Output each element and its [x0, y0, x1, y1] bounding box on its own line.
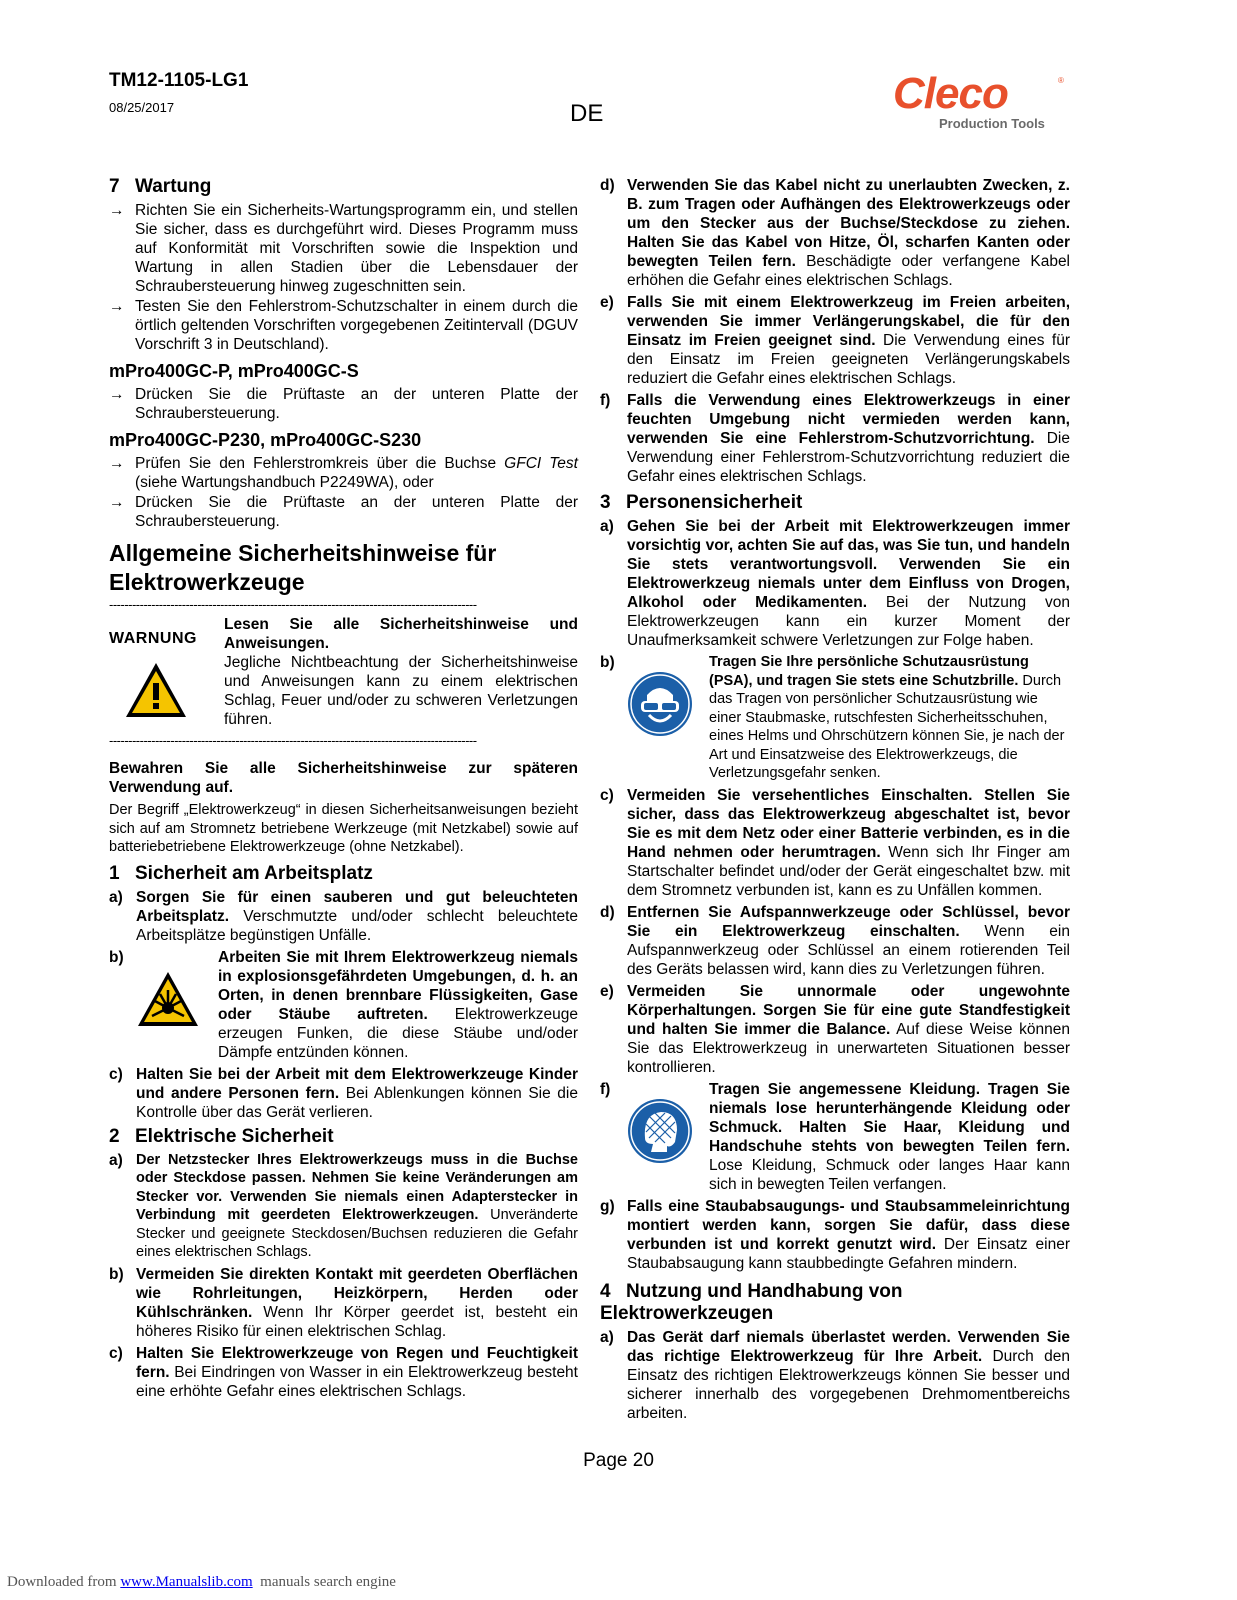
item-text — [627, 1197, 1070, 1273]
item-body: Beschädigte oder verfangene Kabel erhöhen die Gefahr eines elektrischen Schlags. — [627, 253, 1071, 289]
list-item — [600, 1197, 1070, 1273]
bullet-text: Richten Sie ein Sicherheits-Wartungsprogramm ein, und stellen Sie sicher, dass es durchgeführt wird. Dieses Programm muss auf Konformität mit Vorschriften sowie die Inspektion und Wartung in allen Stadien über die Lebensdauer der Schraubersteuerung hinweg zugeschnitten sein. — [135, 202, 578, 295]
section-title: Sicherheit am Arbeitsplatz — [135, 862, 373, 884]
item-marker: e) — [600, 982, 614, 1000]
text-run: Prüfen Sie den Fehlerstromkreis über die Buchse — [135, 455, 505, 472]
icon-cell — [627, 1080, 709, 1194]
explosion-hazard-icon — [136, 970, 200, 1028]
item-bold: Arbeiten Sie mit Ihrem Elektrowerkzeug niemals in explosionsgefährdeten Umgebungen, d. h. an Orten, in denen brennbare Flüssigkeiten, Gase oder Stäube auftreten. — [218, 948, 578, 1023]
list-item — [109, 888, 578, 945]
warning-text — [224, 615, 578, 729]
hairnet-icon — [627, 1098, 693, 1164]
section-2-heading — [109, 1126, 578, 1148]
item-marker: d) — [600, 903, 615, 921]
list-item — [600, 391, 1070, 486]
bullet-text: Testen Sie den Fehlerstrom-Schutzschalter in einem durch die örtlich geltenden Vorschriften vorgegebenen Zeitintervall (DGUV Vorschrift 3 in Deutschland). — [135, 298, 578, 353]
arrow-icon: → — [109, 455, 125, 472]
bullet-text: Drücken Sie die Prüftaste an der unteren Platte der Schraubersteuerung. — [135, 494, 578, 530]
manualslib-link[interactable]: www.Manualslib.com — [120, 1574, 253, 1590]
section-number: 1 — [109, 862, 120, 884]
general-safety-heading: Allgemeine Sicherheitshinweise für Elektrowerkzeuge — [109, 540, 497, 595]
dashed-divider: ------------------------------------------------------------------------------------------------ — [109, 599, 477, 611]
list-item — [109, 1151, 578, 1262]
list-item — [600, 293, 1070, 388]
keep-instructions: Bewahren Sie alle Sicherheitshinweise zur späteren Verwendung auf. — [109, 760, 578, 796]
bullet-text: Drücken Sie die Prüftaste an der unteren Platte der Schraubersteuerung. — [135, 386, 578, 422]
language-code: DE — [570, 100, 604, 127]
item-text — [218, 948, 578, 1062]
list-item — [600, 982, 1070, 1077]
item-bold: Halten Sie bei der Arbeit mit dem Elektrowerkzeuge Kinder und andere Personen fern. — [136, 1065, 578, 1102]
list-item — [109, 948, 578, 1062]
section-3-heading — [600, 492, 1070, 514]
warning-box — [109, 615, 578, 729]
item-text — [627, 903, 1070, 979]
list-item — [109, 1344, 578, 1401]
bullet — [109, 493, 578, 531]
item-bold: Sorgen Sie für einen sauberen und gut beleuchteten Arbeitsplatz. — [136, 888, 578, 925]
item-bold: Tragen Sie angemessene Kleidung. Tragen Sie niemals lose herunterhängende Kleidung oder Schmuck. Halten Sie Haar, Kleidung und Handschuhe stehts von bewegten Teilen fern. — [709, 1080, 1070, 1155]
item-bold: Vermeiden Sie unnormale oder ungewohnte Körperhaltungen. Sorgen Sie für eine gute Standfestigkeit und halten Sie immer die Balance. — [627, 982, 1070, 1038]
bullet — [109, 385, 578, 423]
section-number: 7 — [109, 176, 120, 197]
text-run-italic: GFCI Test — [504, 455, 578, 472]
item-bold: Vermeiden Sie direkten Kontakt mit geerdeten Oberflächen wie Rohrleitungen, Heizkörpern, Herden oder Kühlschränken. — [136, 1265, 578, 1321]
item-marker: f) — [600, 1080, 611, 1098]
item-text — [627, 786, 1070, 900]
bullet — [109, 297, 578, 354]
item-body: Verschmutzte und/oder schlecht beleuchtete Arbeitsplätze begünstigen Unfälle. — [136, 907, 578, 944]
warning-label: WARNUNG — [109, 630, 197, 647]
item-body: Auf diese Weise können Sie das Elektrowerkzeug in unerwarteten Situationen besser kontrollieren. — [627, 1020, 1070, 1076]
cleco-logo — [893, 69, 1073, 132]
item-body: Elektrowerkzeuge erzeugen Funken, die diese Stäube und/oder Dämpfe entzünden können. — [218, 1005, 578, 1061]
list-item — [109, 1265, 578, 1341]
section-number: 4 — [600, 1280, 611, 1302]
item-body: Bei der Nutzung von Elektrowerkzeugen kann ein kurzer Moment der Unaufmerksamkeit schwere Verletzungen zur Folge haben. — [627, 594, 1070, 649]
item-marker: b) — [600, 654, 615, 671]
icon-cell — [627, 653, 709, 783]
item-text — [136, 1344, 578, 1401]
list-item — [600, 1328, 1070, 1423]
icon-cell — [136, 948, 218, 1062]
item-body: Durch das Tragen von persönlicher Schutzausrüstung wie einer Staubmaske, rutschfesten Sicherheitsschuhen, eines Helms und Ohrschützern können Sie, je nach der Art und Einsatzweise des Elektrowerkzeugs, die Verletzungsgefahr senken. — [709, 672, 1065, 781]
item-text — [136, 1265, 578, 1341]
list-item — [600, 653, 1070, 783]
item-marker: d) — [600, 177, 615, 194]
warning-triangle-icon — [123, 660, 189, 720]
item-marker: b) — [109, 948, 124, 966]
item-bold: Falls die Verwendung eines Elektrowerkzeugs in einer feuchten Umgebung nicht vermieden werden kann, verwenden Sie eine Fehlerstrom-Schutzvorrichtung. — [627, 392, 1070, 447]
logo-subtitle: Production Tools — [939, 116, 1045, 131]
section-7-heading — [109, 176, 578, 198]
item-bold: Falls eine Staubabsaugungs- und Staubsammeleinrichtung montiert werden kann, sorgen Sie dafür, dass diese verbunden ist und korrekt genutzt wird. — [627, 1197, 1070, 1253]
item-body: Wenn sich Ihr Finger am Startschalter befindet und/oder der Gerät eingeschaltet bzw. mit dem Stromnetz verbunden ist, kann es zu Unfällen kommen. — [627, 843, 1070, 899]
item-body: Unveränderte Stecker und geeignete Steckdosen/Buchsen reduzieren die Gefahr eines elektrischen Schlags. — [136, 1207, 579, 1260]
item-text — [136, 888, 578, 945]
model-heading: mPro400GC-P230, mPro400GC-S230 — [109, 430, 422, 450]
item-text — [627, 517, 1070, 650]
warning-body: Jegliche Nichtbeachtung der Sicherheitshinweise und Anweisungen kann zu einem elektrischen Schlag, Feuer und/oder zu schweren Verletzungen führen. — [224, 654, 578, 728]
document-id: TM12-1105-LG1 — [109, 70, 249, 91]
item-marker: a) — [109, 1151, 123, 1169]
footer-text: manuals search engine — [252, 1574, 396, 1590]
item-marker: a) — [600, 1328, 614, 1346]
item-body: Durch den Einsatz des richtigen Elektrowerkzeugs können Sie besser und sicherer innerhalb des vorgegebenen Drehmomentbereichs arbeiten. — [627, 1347, 1070, 1422]
footer-text: Downloaded from — [7, 1574, 121, 1590]
dashed-divider: ------------------------------------------------------------------------------------------------ — [109, 735, 477, 747]
item-bold: Halten Sie Elektrowerkzeuge von Regen und Feuchtigkeit fern. — [136, 1344, 578, 1381]
right-column — [600, 176, 1070, 1426]
bullet — [109, 454, 578, 492]
item-bold: Der Netzstecker Ihres Elektrowerkzeugs muss in die Buchse oder Steckdose passen. Nehmen Sie keine Veränderungen am Stecker vor. Verwenden Sie niemals einen Adapterstecker in Verbindung mit geerdeten Elektrowerkzeugen. — [136, 1151, 578, 1223]
bullet — [109, 201, 578, 296]
section-title: Nutzung und Handhabung von Elektrowerkzeugen — [600, 1280, 903, 1324]
item-body: Wenn Ihr Körper geerdet ist, besteht ein höheres Risiko für einen elektrischen Schlag. — [136, 1303, 578, 1340]
safety-goggles-icon — [627, 671, 693, 737]
section-title: Personensicherheit — [626, 492, 803, 513]
list-item — [600, 786, 1070, 900]
page-number: Page 20 — [583, 1450, 654, 1471]
item-marker: c) — [109, 1344, 123, 1362]
item-bold: Das Gerät darf niemals überlastet werden. Verwenden Sie das richtige Elektrowerkzeug für Ihre Arbeit. — [627, 1328, 1070, 1365]
list-item — [109, 1065, 578, 1122]
list-item — [600, 517, 1070, 650]
item-marker: c) — [109, 1065, 123, 1083]
section-number: 3 — [600, 492, 611, 513]
logo-word: Cleco — [893, 69, 1008, 118]
list-item — [600, 1080, 1070, 1194]
arrow-icon: → — [109, 386, 125, 403]
section-4-heading — [600, 1281, 1070, 1325]
item-marker: a) — [109, 888, 123, 906]
left-column — [109, 176, 578, 1404]
arrow-icon: → — [109, 202, 125, 219]
list-item — [600, 903, 1070, 979]
section-title: Elektrische Sicherheit — [135, 1125, 334, 1147]
item-body: Der Einsatz einer Staubabsaugung kann staubbedingte Gefahren mindern. — [627, 1235, 1070, 1272]
item-bold: Tragen Sie Ihre persönliche Schutzausrüstung (PSA), und tragen Sie stets eine Schutzbrille. — [709, 654, 1029, 689]
item-body: Die Verwendung eines für den Einsatz im Freien geeigneten Verlängerungskabels reduziert die Gefahr eines elektrischen Schlags. — [627, 332, 1070, 387]
term-definition: Der Begriff „Elektrowerkzeug“ in diesen Sicherheitsanweisungen bezieht sich auf am Stromnetz betriebene Werkzeuge (mit Netzkabel) sowie auf batteriebetriebene Elektrowerkzeuge (ohne Netzkabel). — [109, 802, 578, 855]
item-body: Die Verwendung einer Fehlerstrom-Schutzvorrichtung reduziert die Gefahr eines elektrischen Schlags. — [627, 430, 1070, 485]
item-marker: e) — [600, 294, 614, 311]
item-text — [627, 982, 1070, 1077]
item-body: Bei Eindringen von Wasser in ein Elektrowerkzeug besteht eine erhöhte Gefahr eines elektrischen Schlags. — [136, 1363, 578, 1400]
bullet-text — [135, 454, 578, 492]
item-bold: Entfernen Sie Aufspannwerkzeuge oder Schlüssel, bevor Sie ein Elektrowerkzeug einschalten. — [627, 903, 1070, 940]
item-marker: b) — [109, 1265, 124, 1283]
item-marker: c) — [600, 786, 614, 804]
item-text — [136, 1065, 578, 1122]
arrow-icon: → — [109, 494, 125, 511]
item-text — [709, 653, 1070, 783]
item-bold: Falls Sie mit einem Elektrowerkzeug im Freien arbeiten, verwenden Sie immer Verlängerungskabel, die für den Einsatz im Freien geeignet sind. — [627, 294, 1070, 349]
item-bold: Verwenden Sie das Kabel nicht zu unerlaubten Zwecken, z. B. zum Tragen oder Aufhängen des Elektrowerkzeugs oder um den Stecker aus der Buchse/Steckdose zu ziehen. Halten Sie das Kabel von Hitze, Öl, scharfen Kanten oder bewegten Teilen fern. — [627, 177, 1070, 270]
item-body: Lose Kleidung, Schmuck oder langes Haar kann sich in bewegten Teilen verfangen. — [709, 1156, 1070, 1193]
item-text — [627, 391, 1070, 486]
model-heading: mPro400GC-P, mPro400GC-S — [109, 361, 359, 381]
text-run: (siehe Wartungshandbuch P2249WA), oder — [135, 474, 434, 491]
item-marker: f) — [600, 392, 611, 409]
item-bold: Vermeiden Sie versehentliches Einschalten. Stellen Sie sicher, dass das Elektrowerkzeug abgeschaltet ist, bevor Sie es mit dem Netz oder einer Batterie verbinden, es in die Hand nehmen oder herumtragen. — [627, 786, 1070, 861]
item-body: Wenn ein Aufspannwerkzeug oder Schlüssel an einem rotierenden Teil des Geräts belassen wird, kann dies zu Verletzungen führen. — [627, 922, 1070, 978]
item-bold: Gehen Sie bei der Arbeit mit Elektrowerkzeugen immer vorsichtig vor, achten Sie auf das, was Sie tun, und handeln Sie stets verantwortungsvoll. Verwenden Sie ein Elektrowerkzeug niemals unter dem Einfluss von Drogen, Alkohol oder Medikamenten. — [627, 518, 1070, 611]
section-1-heading — [109, 863, 578, 885]
warning-block — [109, 615, 224, 729]
list-item — [600, 176, 1070, 290]
section-title: Wartung — [135, 176, 212, 197]
item-body: Bei Ablenkungen können Sie die Kontrolle über das Gerät verlieren. — [136, 1084, 578, 1121]
item-marker: a) — [600, 518, 614, 535]
item-text — [136, 1151, 578, 1262]
document-date: 08/25/2017 — [109, 100, 175, 115]
item-text — [709, 1080, 1070, 1194]
arrow-icon: → — [109, 298, 125, 315]
download-footer — [7, 1574, 396, 1591]
section-number: 2 — [109, 1125, 120, 1147]
logo-registered-mark: ® — [1058, 76, 1064, 85]
item-marker: g) — [600, 1197, 615, 1215]
item-text — [627, 293, 1070, 388]
item-text — [627, 1328, 1070, 1423]
item-text — [627, 176, 1070, 290]
warning-bold: Lesen Sie alle Sicherheitshinweise und Anweisungen. — [224, 616, 578, 652]
